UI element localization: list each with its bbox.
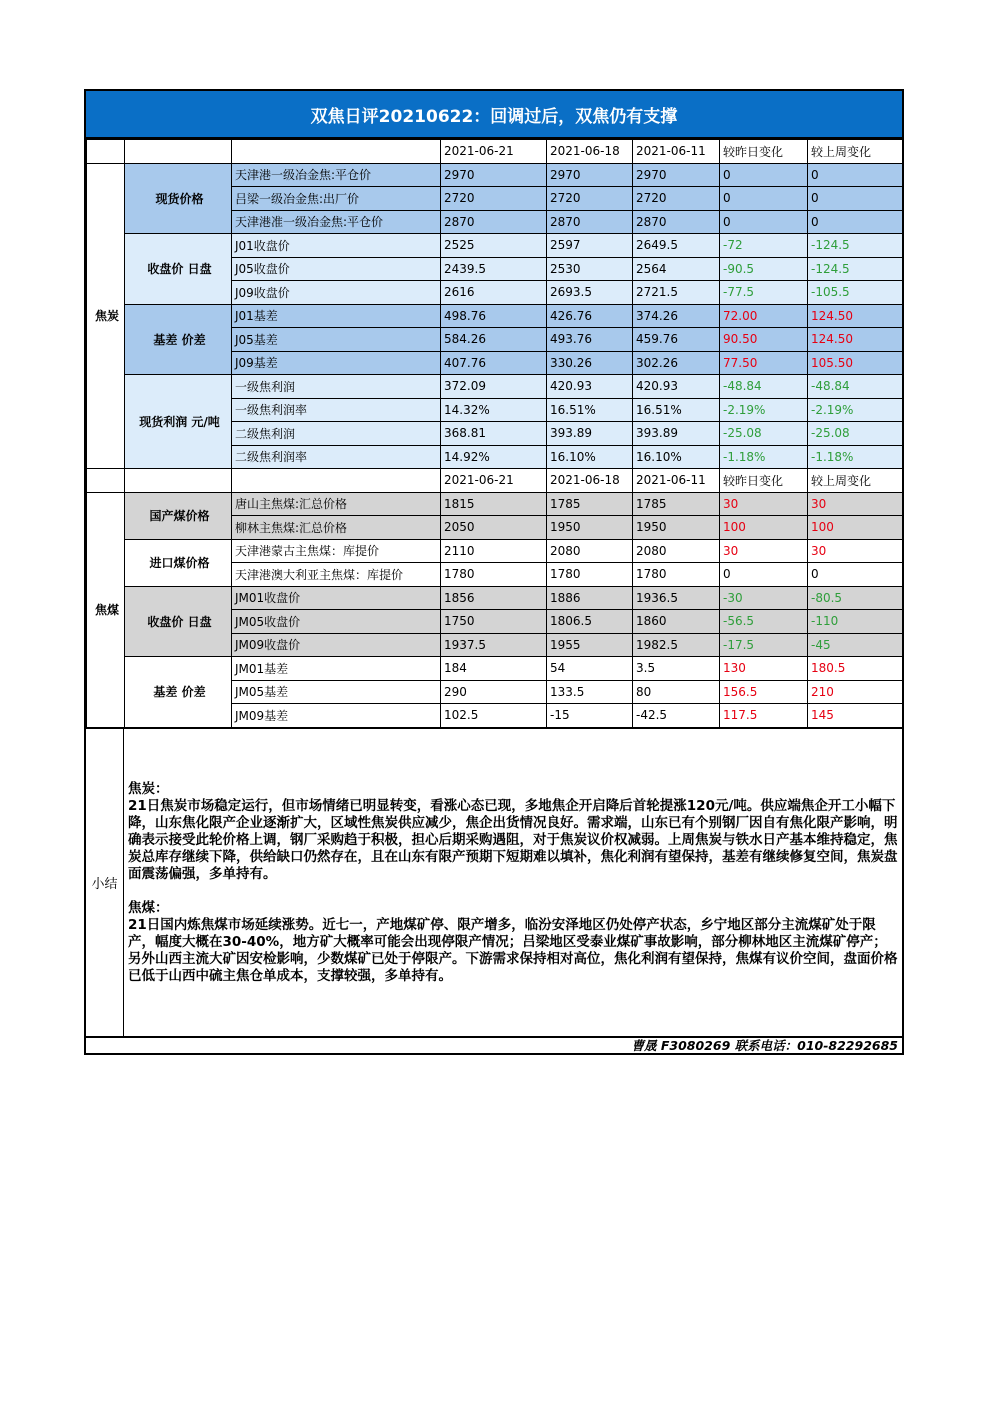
row-name: 一级焦利润 <box>232 375 441 399</box>
value-d2: 1806.5 <box>547 610 633 634</box>
value-d2: 1950 <box>547 516 633 540</box>
group-label: 现货利润 元/吨 <box>125 375 232 469</box>
change-day: 0 <box>720 187 808 211</box>
change-week: 180.5 <box>808 657 903 681</box>
row-name: 柳林主焦煤:汇总价格 <box>232 516 441 540</box>
table-row <box>87 657 903 681</box>
value-d3: 2721.5 <box>633 281 720 305</box>
value-d3: 2564 <box>633 257 720 281</box>
report-title: 双焦日评20210622：回调过后，双焦仍有支撑 <box>86 91 902 139</box>
value-d1: 368.81 <box>441 422 547 446</box>
change-week: 0 <box>808 187 903 211</box>
change-week: -2.19% <box>808 398 903 422</box>
change-day: -25.08 <box>720 422 808 446</box>
change-day: -30 <box>720 586 808 610</box>
change-day: 0 <box>720 163 808 187</box>
row-name: 天津港一级冶金焦:平仓价 <box>232 163 441 187</box>
header-row <box>87 140 903 164</box>
value-d1: 2110 <box>441 539 547 563</box>
group-label: 现货价格 <box>125 163 232 234</box>
header-date-3: 2021-06-11 <box>633 140 720 164</box>
summary-body <box>124 729 902 1036</box>
value-d2: 1886 <box>547 586 633 610</box>
value-d1: 1937.5 <box>441 633 547 657</box>
coke-summary-title: 焦炭： <box>128 780 169 797</box>
value-d2: 2693.5 <box>547 281 633 305</box>
value-d2: 16.10% <box>547 445 633 469</box>
change-week: 30 <box>808 539 903 563</box>
value-d2: 393.89 <box>547 422 633 446</box>
header-blank <box>125 140 232 164</box>
table-row <box>87 586 903 610</box>
value-d1: 2616 <box>441 281 547 305</box>
value-d2: 426.76 <box>547 304 633 328</box>
value-d2: 1785 <box>547 492 633 516</box>
report-container <box>84 89 904 1055</box>
value-d1: 2970 <box>441 163 547 187</box>
change-day: 30 <box>720 492 808 516</box>
group-label: 基差 价差 <box>125 304 232 375</box>
change-week: -1.18% <box>808 445 903 469</box>
value-d1: 372.09 <box>441 375 547 399</box>
row-name: 天津港蒙古主焦煤：库提价 <box>232 539 441 563</box>
change-week: 210 <box>808 680 903 704</box>
value-d2: 2530 <box>547 257 633 281</box>
row-name: 天津港准一级冶金焦:平仓价 <box>232 210 441 234</box>
change-day: 156.5 <box>720 680 808 704</box>
table-row <box>87 375 903 399</box>
change-day: -77.5 <box>720 281 808 305</box>
table-row <box>87 304 903 328</box>
change-day: -2.19% <box>720 398 808 422</box>
value-d3: 16.10% <box>633 445 720 469</box>
value-d3: 80 <box>633 680 720 704</box>
value-d1: 2720 <box>441 187 547 211</box>
coal-summary-title: 焦煤： <box>128 899 169 916</box>
header-change-day: 较昨日变化 <box>720 469 808 493</box>
value-d3: 420.93 <box>633 375 720 399</box>
header-blank <box>125 469 232 493</box>
change-day: -90.5 <box>720 257 808 281</box>
table-row <box>87 234 903 258</box>
row-name: JM05基差 <box>232 680 441 704</box>
row-name: 二级焦利润 <box>232 422 441 446</box>
change-week: 124.50 <box>808 304 903 328</box>
value-d1: 14.32% <box>441 398 547 422</box>
change-week: 100 <box>808 516 903 540</box>
header-date-1: 2021-06-21 <box>441 140 547 164</box>
header-blank <box>232 469 441 493</box>
header-blank <box>87 140 125 164</box>
change-day: 130 <box>720 657 808 681</box>
row-name: J09基差 <box>232 351 441 375</box>
value-d1: 184 <box>441 657 547 681</box>
change-day: 77.50 <box>720 351 808 375</box>
value-d1: 290 <box>441 680 547 704</box>
value-d3: -42.5 <box>633 704 720 728</box>
row-name: J09收盘价 <box>232 281 441 305</box>
change-day: 0 <box>720 210 808 234</box>
change-week: 124.50 <box>808 328 903 352</box>
group-label: 基差 价差 <box>125 657 232 728</box>
section-label: 焦炭 <box>87 163 125 469</box>
value-d2: 2870 <box>547 210 633 234</box>
value-d2: 2597 <box>547 234 633 258</box>
value-d2: 493.76 <box>547 328 633 352</box>
value-d3: 302.26 <box>633 351 720 375</box>
change-week: 30 <box>808 492 903 516</box>
value-d3: 459.76 <box>633 328 720 352</box>
change-day: -48.84 <box>720 375 808 399</box>
row-name: J05收盘价 <box>232 257 441 281</box>
value-d2: -15 <box>547 704 633 728</box>
header-change-day: 较昨日变化 <box>720 140 808 164</box>
value-d3: 393.89 <box>633 422 720 446</box>
group-label: 收盘价 日盘 <box>125 234 232 305</box>
change-day: 30 <box>720 539 808 563</box>
row-name: 二级焦利润率 <box>232 445 441 469</box>
change-week: -124.5 <box>808 234 903 258</box>
value-d3: 374.26 <box>633 304 720 328</box>
row-name: JM01收盘价 <box>232 586 441 610</box>
table-row <box>87 492 903 516</box>
coke-summary-text: 21日焦炭市场稳定运行，但市场情绪已明显转变，看涨心态已现，多地焦企开启降后首轮提涨120元/吨。供应端焦企开工小幅下降，山东焦化限产企业逐渐扩大，区域性焦炭供应减少，焦企出货情况良好。需求端，山东已有个别钢厂因自有焦化限产影响，明确表示接受此轮价格上调，钢厂采购趋于积极，担心后期采购遇阻，对于焦炭议价权减弱。上周焦炭与铁水日产基本维持稳定，焦炭总库存继续下降，供给缺口仍然存在，且在山东有限产预期下短期难以填补，焦化利润有望保持，基差有继续修复空间，焦炭盘面震荡偏强，多单持有。 <box>128 797 898 882</box>
table-row <box>87 539 903 563</box>
value-d3: 1785 <box>633 492 720 516</box>
value-d2: 54 <box>547 657 633 681</box>
value-d2: 2970 <box>547 163 633 187</box>
value-d3: 1780 <box>633 563 720 587</box>
value-d1: 407.76 <box>441 351 547 375</box>
value-d2: 420.93 <box>547 375 633 399</box>
change-day: 100 <box>720 516 808 540</box>
value-d1: 584.26 <box>441 328 547 352</box>
value-d3: 1860 <box>633 610 720 634</box>
value-d2: 330.26 <box>547 351 633 375</box>
change-day: -17.5 <box>720 633 808 657</box>
row-name: JM09基差 <box>232 704 441 728</box>
header-change-week: 较上周变化 <box>808 469 903 493</box>
value-d1: 102.5 <box>441 704 547 728</box>
change-week: -45 <box>808 633 903 657</box>
change-day: 90.50 <box>720 328 808 352</box>
header-blank <box>87 469 125 493</box>
value-d1: 2870 <box>441 210 547 234</box>
change-week: 0 <box>808 563 903 587</box>
change-day: 0 <box>720 563 808 587</box>
row-name: JM01基差 <box>232 657 441 681</box>
value-d2: 2720 <box>547 187 633 211</box>
value-d1: 498.76 <box>441 304 547 328</box>
group-label: 国产煤价格 <box>125 492 232 539</box>
change-week: 0 <box>808 210 903 234</box>
change-week: -25.08 <box>808 422 903 446</box>
section-label: 焦煤 <box>87 492 125 727</box>
value-d1: 2525 <box>441 234 547 258</box>
value-d2: 2080 <box>547 539 633 563</box>
row-name: 吕梁一级冶金焦:出厂价 <box>232 187 441 211</box>
value-d3: 2870 <box>633 210 720 234</box>
change-week: -48.84 <box>808 375 903 399</box>
row-name: JM05收盘价 <box>232 610 441 634</box>
change-day: -72 <box>720 234 808 258</box>
header-date-3: 2021-06-11 <box>633 469 720 493</box>
data-table <box>86 139 903 728</box>
row-name: J01基差 <box>232 304 441 328</box>
group-label: 收盘价 日盘 <box>125 586 232 657</box>
value-d1: 1750 <box>441 610 547 634</box>
change-week: 0 <box>808 163 903 187</box>
change-week: 145 <box>808 704 903 728</box>
value-d2: 133.5 <box>547 680 633 704</box>
value-d1: 1780 <box>441 563 547 587</box>
change-day: -1.18% <box>720 445 808 469</box>
footer-contact: 曹晟 F3080269 联系电话：010-82292685 <box>86 1036 902 1053</box>
header-change-week: 较上周变化 <box>808 140 903 164</box>
group-label: 进口煤价格 <box>125 539 232 586</box>
header-row <box>87 469 903 493</box>
header-blank <box>232 140 441 164</box>
change-week: -105.5 <box>808 281 903 305</box>
row-name: J05基差 <box>232 328 441 352</box>
value-d3: 2970 <box>633 163 720 187</box>
value-d1: 2439.5 <box>441 257 547 281</box>
row-name: JM09收盘价 <box>232 633 441 657</box>
value-d1: 14.92% <box>441 445 547 469</box>
row-name: J01收盘价 <box>232 234 441 258</box>
change-week: -80.5 <box>808 586 903 610</box>
coal-summary-text: 21日国内炼焦煤市场延续涨势。近七一，产地煤矿停、限产增多，临汾安泽地区仍处停产状态，乡宁地区部分主流煤矿处于限产，幅度大概在30-40%，地方矿大概率可能会出现停限产情况；吕梁地区受泰业煤矿事故影响，部分柳林地区主流煤矿停产；另外山西主流大矿因安检影响，少数煤矿已处于停限产。下游需求保持相对高位，焦化利润有望保持，焦煤有议价空间，盘面价格已低于山西中硫主焦仓单成本，支撑较强，多单持有。 <box>128 916 898 984</box>
change-day: 117.5 <box>720 704 808 728</box>
value-d3: 1982.5 <box>633 633 720 657</box>
value-d2: 1955 <box>547 633 633 657</box>
value-d3: 2649.5 <box>633 234 720 258</box>
value-d2: 16.51% <box>547 398 633 422</box>
header-date-2: 2021-06-18 <box>547 469 633 493</box>
change-week: -110 <box>808 610 903 634</box>
value-d3: 3.5 <box>633 657 720 681</box>
value-d1: 1856 <box>441 586 547 610</box>
change-week: 105.50 <box>808 351 903 375</box>
value-d3: 1936.5 <box>633 586 720 610</box>
header-date-1: 2021-06-21 <box>441 469 547 493</box>
value-d2: 1780 <box>547 563 633 587</box>
change-week: -124.5 <box>808 257 903 281</box>
value-d3: 16.51% <box>633 398 720 422</box>
value-d1: 2050 <box>441 516 547 540</box>
summary-section <box>86 728 902 1036</box>
value-d3: 2720 <box>633 187 720 211</box>
change-day: 72.00 <box>720 304 808 328</box>
row-name: 一级焦利润率 <box>232 398 441 422</box>
value-d1: 1815 <box>441 492 547 516</box>
row-name: 天津港澳大利亚主焦煤：库提价 <box>232 563 441 587</box>
change-day: -56.5 <box>720 610 808 634</box>
summary-label: 小结 <box>86 729 124 1036</box>
value-d3: 2080 <box>633 539 720 563</box>
row-name: 唐山主焦煤:汇总价格 <box>232 492 441 516</box>
table-row <box>87 163 903 187</box>
value-d3: 1950 <box>633 516 720 540</box>
header-date-2: 2021-06-18 <box>547 140 633 164</box>
